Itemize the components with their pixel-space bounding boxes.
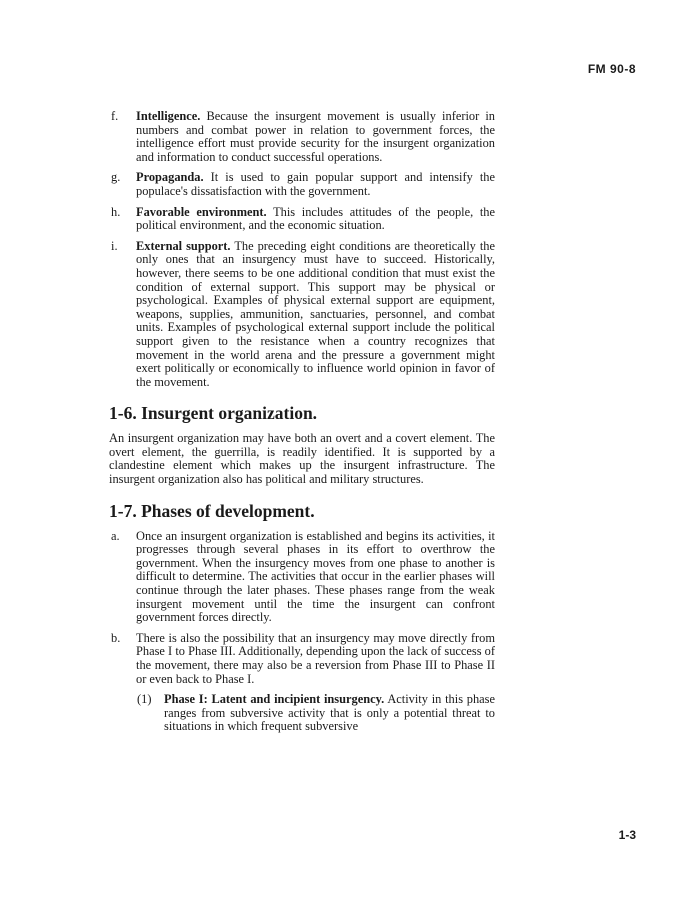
item-marker: a. [111, 528, 120, 543]
list-item-external-support [109, 240, 495, 390]
sub-item-marker: (1) [137, 692, 152, 707]
document-code: FM 90-8 [587, 62, 636, 76]
list-item-intelligence [109, 110, 495, 164]
sub-item-phase-1 [109, 693, 495, 734]
sub-item-title: Phase I: Latent and incipient insurgency. [164, 692, 385, 707]
item-title: Favorable environment. [136, 204, 267, 219]
sub-item-text: Activity in this phase ranges from subversive activity that is only a potential threat to situations in which frequent subversive [164, 692, 495, 734]
list-item-phases-b [109, 632, 495, 686]
item-marker: i. [111, 238, 118, 253]
item-text: Once an insurgent organization is established and begins its activities, it progresses through several phases in its effort to overthrow the government. When the insurgency moves from one phase to another is difficult to determine. The activities that occur in the earlier phases will continue through the later phases. These phases range from the weak insurgent movement until the time the insurgent can confront government forces directly. [136, 528, 495, 625]
item-marker: g. [111, 170, 121, 185]
item-text: It is used to gain popular support and intensify the populace's dissatisfaction with the government. [136, 170, 495, 198]
section-heading-1-7: 1-7. Phases of development. [109, 500, 315, 521]
list-item-phases-a [109, 530, 495, 625]
item-text: There is also the possibility that an insurgency may move directly from Phase I to Phase III. Additionally, depending upon the lack of success of the movement, there may also be a reversion from Phase III to Phase II or even back to Phase I. [136, 630, 495, 686]
item-title: Intelligence. [136, 109, 201, 123]
list-item-propaganda [109, 171, 495, 198]
item-marker: h. [111, 204, 121, 219]
page-content [109, 110, 495, 734]
item-marker: f. [111, 109, 119, 123]
item-title: External support. [136, 238, 231, 253]
list-item-favorable-environment [109, 206, 495, 233]
item-title: Propaganda. [136, 170, 204, 185]
page-number: 1-3 [618, 828, 636, 842]
item-marker: b. [111, 630, 121, 645]
item-text: This includes attitudes of the people, the political environment, and the economic situation. [136, 204, 495, 233]
item-text: The preceding eight conditions are theoretically the only ones that an insurgency must have to succeed. Historically, however, there seems to be one additional condition that must exist the condition of external support. This support may be physical or psychological. Examples of physical external support are equipment, weapons, supplies, ammunition, sanctuaries, personnel, and combat units. Examples of psychological external support include the political support given to the resistance when a country recognizes that movement in the world arena and the pressure a government might exert politically or economically to influence world opinion in favor of the movement. [136, 238, 495, 389]
section-heading-1-6: 1-6. Insurgent organization. [109, 403, 318, 424]
section-paragraph: An insurgent organization may have both an overt and a covert element. The overt element, the guerrilla, is readily identified. It is supported by a clandestine element which makes up the insurgent infrastructure. The insurgent organization also has political and military structures. [109, 431, 495, 487]
item-text: Because the insurgent movement is usually inferior in numbers and combat power in relation to government forces, the intelligence effort must provide security for the insurgent organization and information to conduct successful operations. [136, 109, 495, 164]
